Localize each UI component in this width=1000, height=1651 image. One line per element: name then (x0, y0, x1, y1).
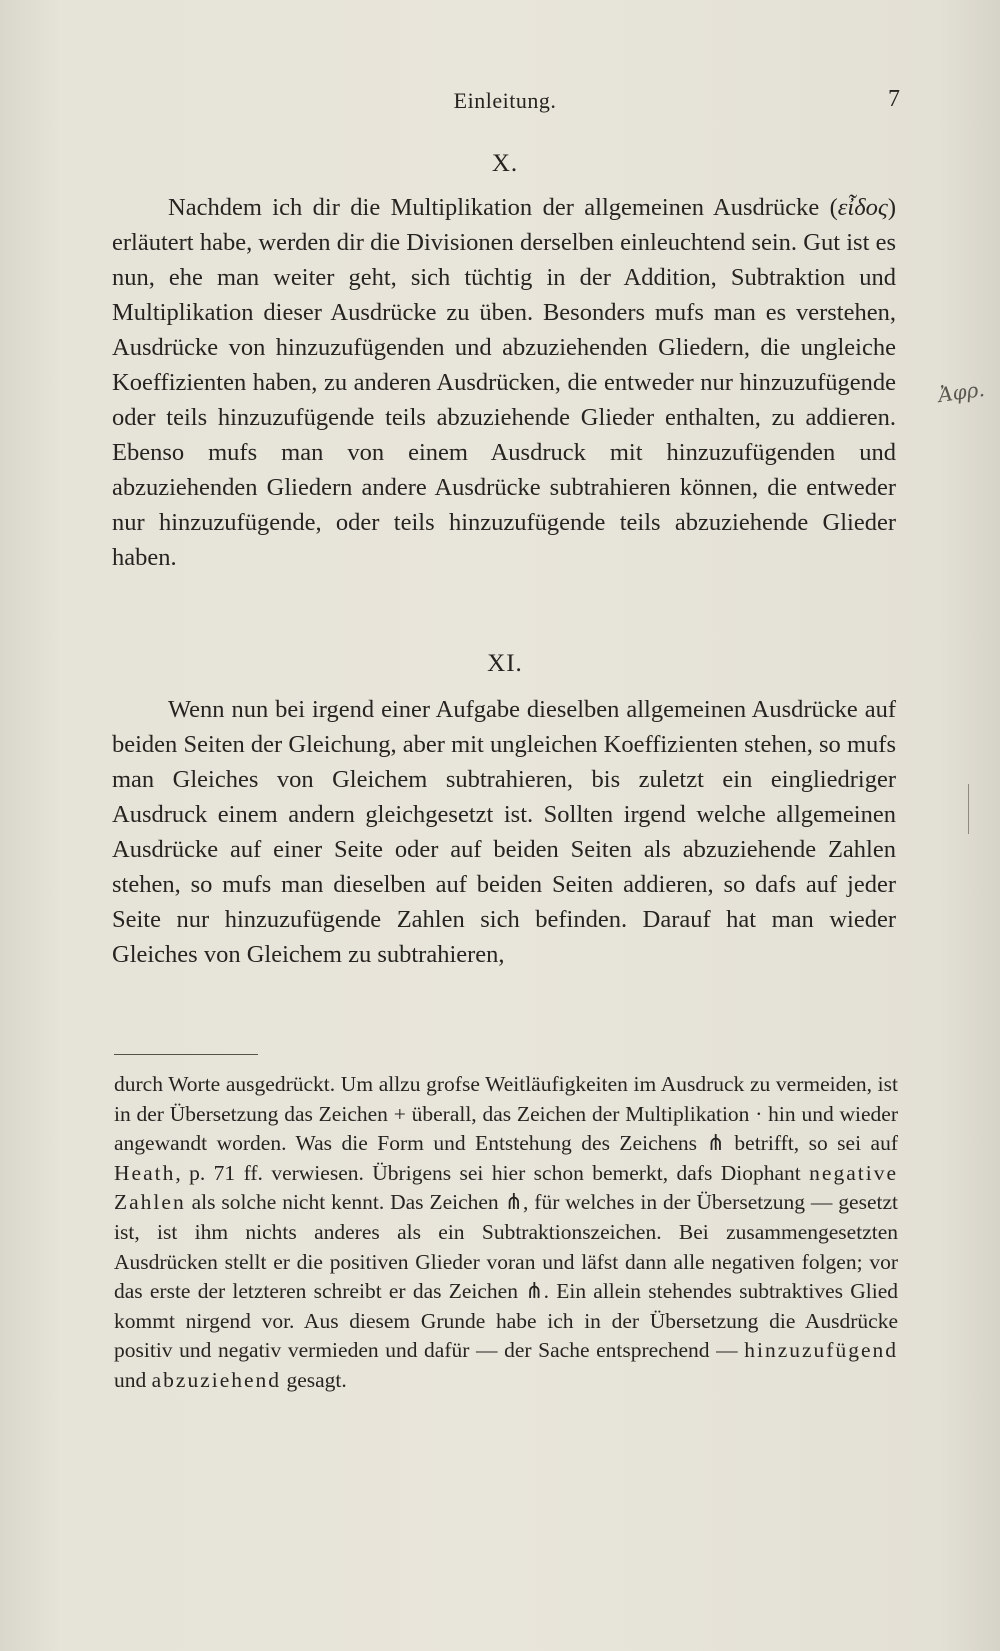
footnote-text: und (114, 1367, 152, 1392)
running-head (110, 88, 900, 128)
paragraph-text: Wenn nun bei irgend einer Aufgabe dieselben allgemeinen Ausdrücke auf beiden Seiten der Gleichung, aber mit ungleichen Koeffizienten stehen, so mufs man Gleiches von Gleichem subtrahieren, bis zuletzt ein eingliedriger Ausdruck einem andern gleichgesetzt ist. Sollten irgend welche allgemeinen Ausdrücke auf einer Seite oder auf beiden Seiten als abzuziehende Zahlen stehen, so mufs man dieselben auf beiden Seiten addieren, so dafs auf jeder Seite nur hinzuzufügende Zahlen sich befinden. Darauf hat man wieder Gleiches von Gleichem zu subtrahieren, (112, 696, 896, 968)
paragraph-text: Nachdem ich dir die Multiplikation der allgemeinen Ausdrücke ( (168, 194, 838, 221)
footnote (114, 1070, 898, 1396)
footnote-text: durch Worte ausgedrückt. Um allzu grofse Weitläufigkeiten im Ausdruck zu vermeiden, ist in der Übersetzung das Zeichen + überall, das Zeichen der Multiplikation · hin und wieder angewandt worden. Was die Form und Entstehung des Zeichens (114, 1072, 898, 1156)
footnote-text: , für welches in der Übersetzung — gesetzt ist, ist ihm nichts anderes als ein Subtraktionszeichen. Bei zusammengesetzten Ausdrücken stellt er die positiven Glieder voran und läfst dann alle negativen folgen; vor das erste der letzteren schreibt er das Zeichen (114, 1190, 898, 1304)
minus-sign-symbol: ⋔ (504, 1189, 524, 1215)
footnote-rule (114, 1054, 258, 1055)
footnote-text: gesagt. (281, 1367, 347, 1392)
page-number: 7 (888, 86, 900, 112)
footnote-text: , p. 71 ff. verwiesen. Übrigens sei hier schon bemerkt, dafs Diophant (175, 1160, 810, 1185)
spaced-term: negative Zahlen (114, 1160, 898, 1215)
spaced-term: abzuziehend (151, 1367, 282, 1392)
section-x-paragraph (112, 190, 896, 575)
paragraph-text: ) erläutert habe, werden dir die Divisionen derselben einleuchtend sein. Gut ist es nun, ehe man weiter geht, sich tüchtig in der Addition, Subtraktion und Multiplikation dieser Ausdrücke zu üben. Besonders mufs man es verstehen, Ausdrücke von hinzuzufügenden und abzuziehenden Gliedern, die ungleiche Koeffizienten haben, zu anderen Ausdrücken, die entweder nur hinzuzufügende oder teils hinzuzufügende teils abzuziehende Glieder enthalten, zu addieren. Ebenso mufs man von einem Ausdruck mit hinzuzufügenden und abzuziehenden Gliedern andere Ausdrücke subtrahieren können, die entweder nur hinzuzufügende, oder teils hinzuzufügende teils abzuziehende Glieder haben. (112, 194, 896, 571)
running-title: Einleitung. (453, 88, 557, 113)
footnote-text: . Ein allein stehendes subtraktives Glied kommt nirgend vor. Aus diesem Grunde habe ich in der Übersetzung die Ausdrücke positiv und negativ vermieden und dafür — der Sache entsprechend — (114, 1279, 898, 1363)
minus-sign-symbol: ⋔ (706, 1130, 725, 1156)
section-xi-paragraph (112, 692, 896, 972)
margin-pencil-mark (968, 784, 969, 834)
footnote-text: als solche nicht kennt. Das Zeichen (185, 1190, 505, 1215)
author-name-spaced: Heath (114, 1160, 176, 1185)
spaced-term: hinzuzufügend (744, 1338, 898, 1363)
minus-sign-symbol: ⋔ (525, 1278, 544, 1304)
greek-word: εἶδος (837, 194, 888, 221)
handwritten-margin-note: Ἀφρ. (936, 376, 987, 408)
section-heading-xi: XI. (487, 650, 523, 677)
footnote-text: betrifft, so sei auf (724, 1131, 898, 1156)
section-heading-x: X. (491, 150, 519, 177)
